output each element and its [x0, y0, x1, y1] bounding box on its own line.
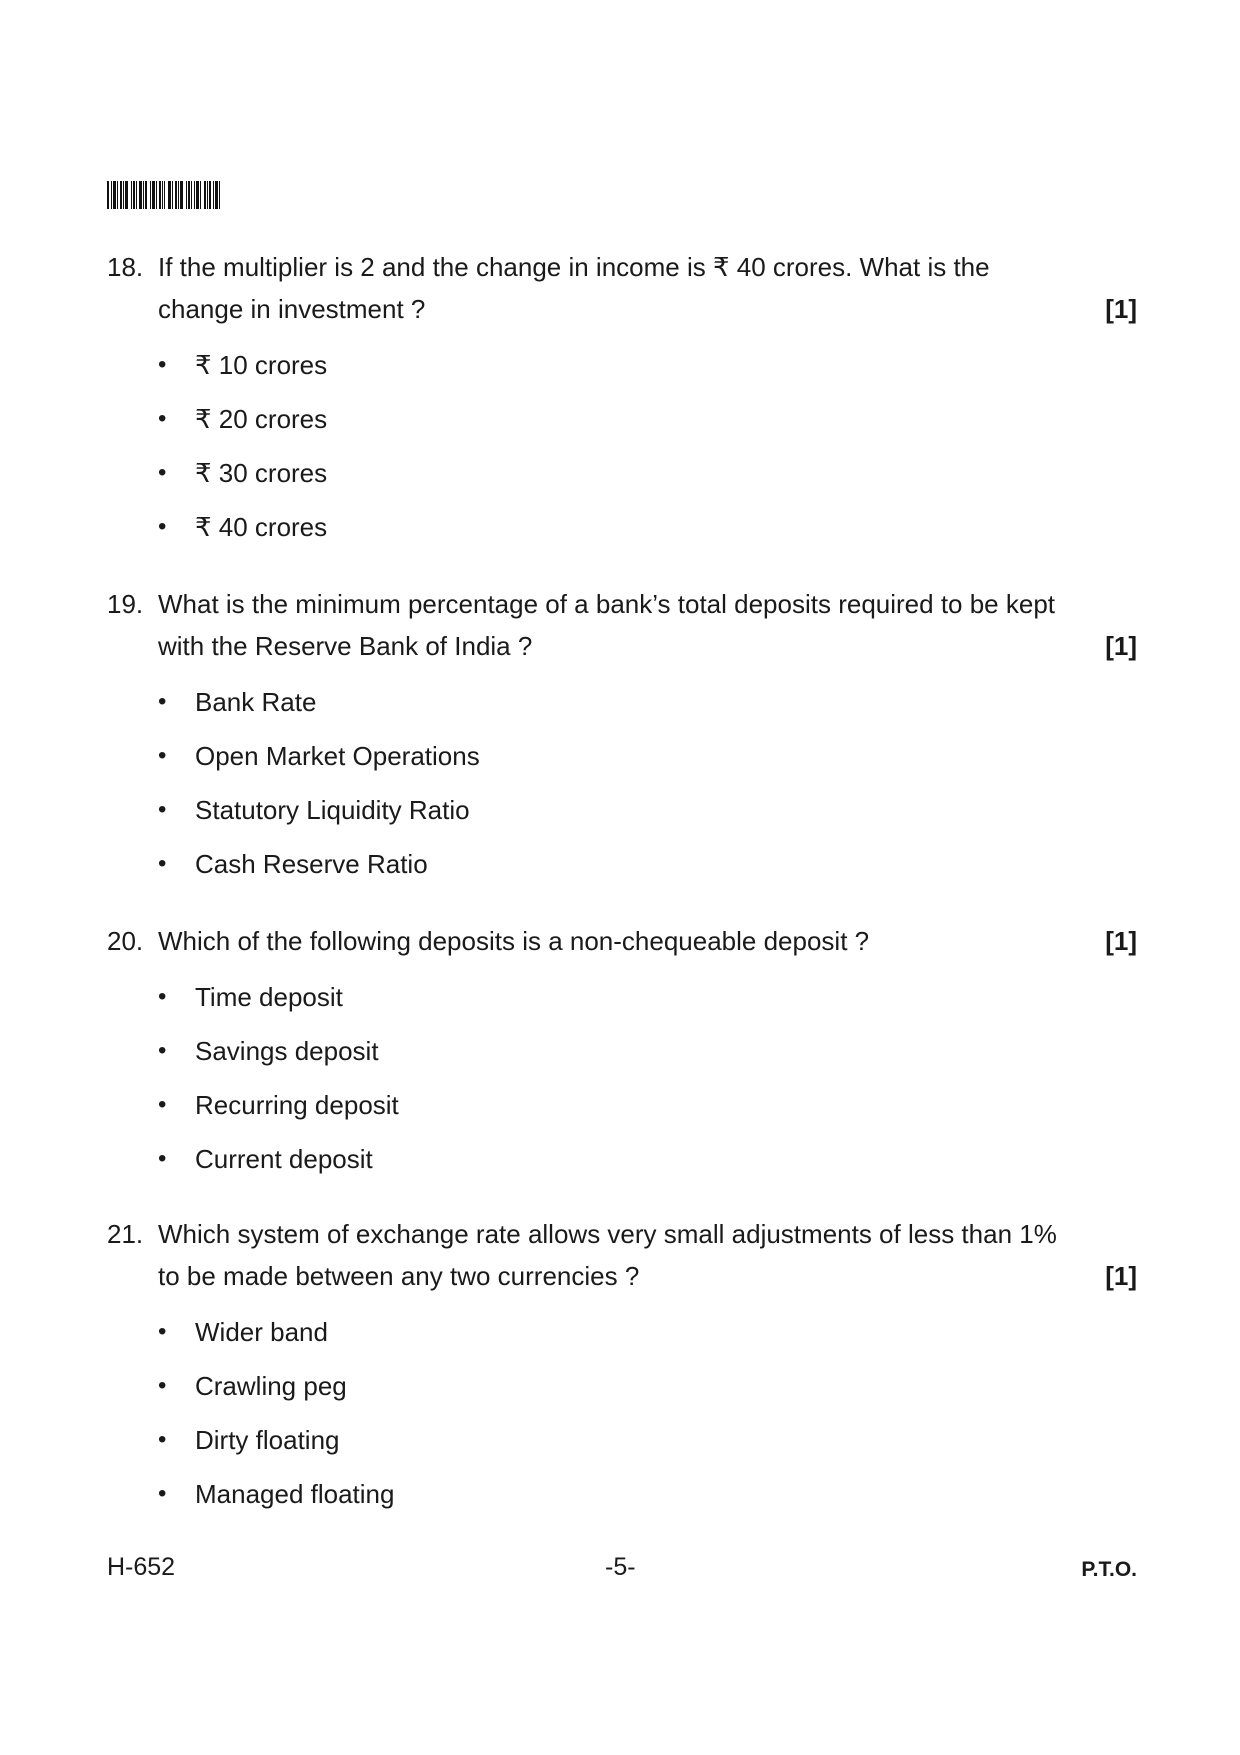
- option-item: [107, 1305, 1137, 1359]
- bullet-icon: •: [158, 513, 167, 540]
- question-text: If the multiplier is 2 and the change in income is ₹ 40 crores. What is the change in investment ?: [158, 252, 990, 324]
- marks-label: [1]: [1105, 1261, 1137, 1291]
- options-list: [107, 675, 1137, 891]
- marks-label: [1]: [1105, 631, 1137, 661]
- option-item: [107, 675, 1137, 729]
- bullet-icon: •: [158, 1145, 167, 1172]
- option-text: ₹ 20 crores: [195, 404, 328, 434]
- option-item: [107, 1359, 1137, 1413]
- option-text: Statutory Liquidity Ratio: [195, 795, 470, 825]
- question-text: Which of the following deposits is a non-chequeable deposit ?: [158, 926, 870, 956]
- question-18: [107, 246, 1137, 554]
- option-text: Recurring deposit: [195, 1090, 399, 1120]
- options-list: [107, 1305, 1137, 1521]
- question-number: 20.: [107, 926, 144, 956]
- question-number: 18.: [107, 252, 144, 282]
- paper-code: H-652: [107, 1553, 176, 1581]
- option-text: Savings deposit: [195, 1036, 379, 1066]
- bullet-icon: •: [158, 405, 167, 432]
- option-text: Dirty floating: [195, 1425, 340, 1455]
- bullet-icon: •: [158, 1480, 167, 1507]
- question-header: [107, 246, 1137, 330]
- question-20: [107, 920, 1137, 1186]
- option-item: [107, 338, 1137, 392]
- pto-label: P.T.O.: [1081, 1558, 1137, 1581]
- option-item: [107, 783, 1137, 837]
- option-item: [107, 970, 1137, 1024]
- option-text: Time deposit: [195, 982, 343, 1012]
- bullet-icon: •: [158, 983, 167, 1010]
- option-text: Current deposit: [195, 1144, 373, 1174]
- option-text: Cash Reserve Ratio: [195, 849, 428, 879]
- question-text: What is the minimum percentage of a bank’s total deposits required to be kept with the Reserve Bank of India ?: [158, 589, 1056, 661]
- bullet-icon: •: [158, 688, 167, 715]
- bullet-icon: •: [158, 1426, 167, 1453]
- bullet-icon: •: [158, 850, 167, 877]
- question-number: 19.: [107, 589, 144, 619]
- question-header: [107, 920, 1137, 962]
- bullet-icon: •: [158, 459, 167, 486]
- option-text: Crawling peg: [195, 1371, 347, 1401]
- option-item: [107, 1078, 1137, 1132]
- question-text: Which system of exchange rate allows very small adjustments of less than 1% to be made between any two currencies ?: [158, 1219, 1057, 1291]
- bullet-icon: •: [158, 796, 167, 823]
- options-list: [107, 970, 1137, 1186]
- question-number: 21.: [107, 1219, 144, 1249]
- question-header: [107, 1213, 1137, 1297]
- question-header: [107, 583, 1137, 667]
- option-text: ₹ 30 crores: [195, 458, 328, 488]
- bullet-icon: •: [158, 1318, 167, 1345]
- option-text: Managed floating: [195, 1479, 395, 1509]
- option-text: Open Market Operations: [195, 741, 480, 771]
- option-item: [107, 1132, 1137, 1186]
- option-text: ₹ 40 crores: [195, 512, 328, 542]
- option-item: [107, 500, 1137, 554]
- marks-label: [1]: [1105, 926, 1137, 956]
- page-number: -5-: [605, 1553, 636, 1581]
- options-list: [107, 338, 1137, 554]
- option-text: Wider band: [195, 1317, 328, 1347]
- bullet-icon: •: [158, 1091, 167, 1118]
- option-item: [107, 392, 1137, 446]
- bullet-icon: •: [158, 1372, 167, 1399]
- option-item: [107, 729, 1137, 783]
- bullet-icon: •: [158, 1037, 167, 1064]
- barcode-image: [107, 181, 247, 209]
- question-21: [107, 1213, 1137, 1521]
- option-item: [107, 1024, 1137, 1078]
- option-item: [107, 837, 1137, 891]
- option-text: Bank Rate: [195, 687, 317, 717]
- question-19: [107, 583, 1137, 891]
- option-text: ₹ 10 crores: [195, 350, 328, 380]
- option-item: [107, 1413, 1137, 1467]
- option-item: [107, 1467, 1137, 1521]
- bullet-icon: •: [158, 351, 167, 378]
- option-item: [107, 446, 1137, 500]
- bullet-icon: •: [158, 742, 167, 769]
- marks-label: [1]: [1105, 294, 1137, 324]
